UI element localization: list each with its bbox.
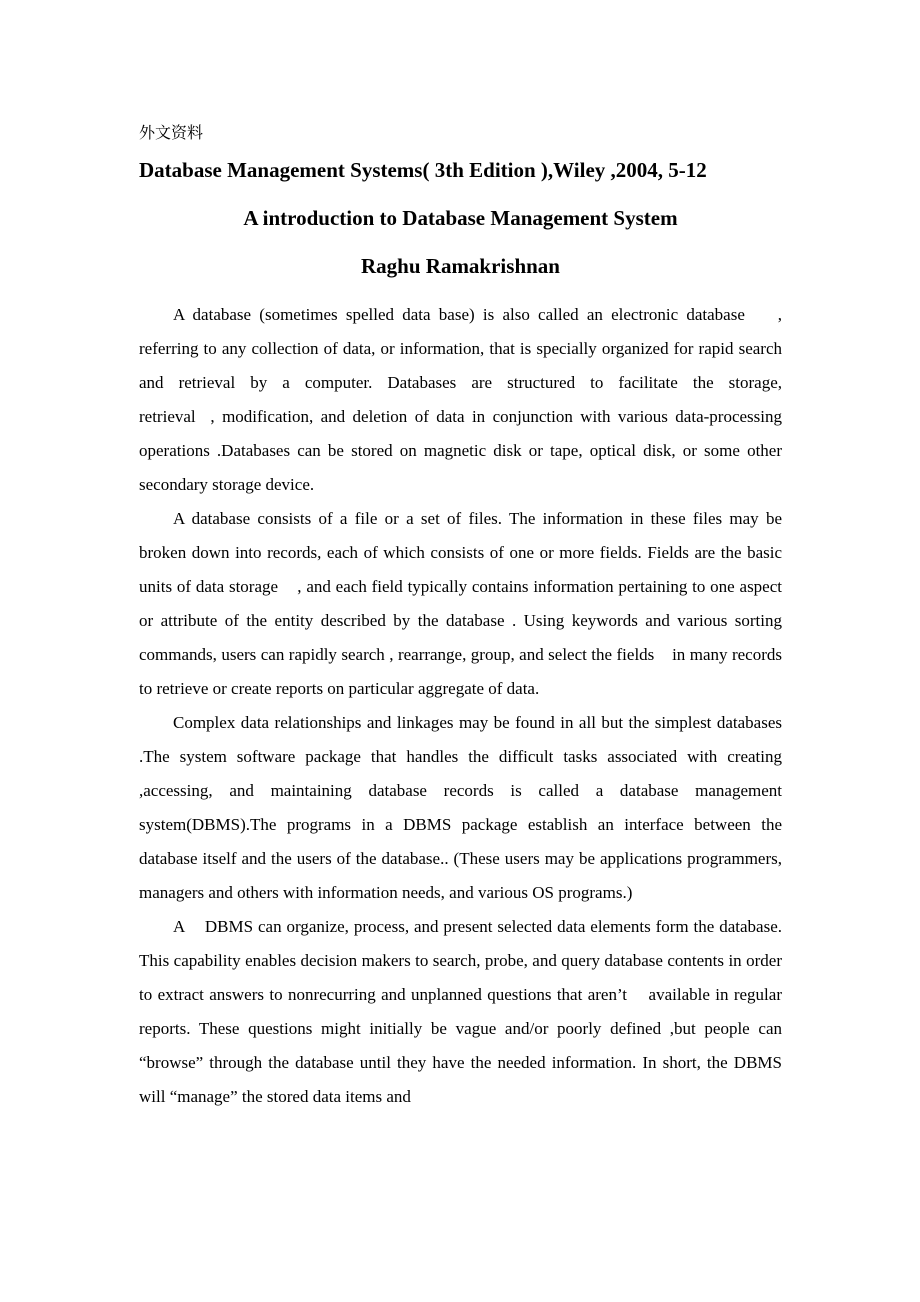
paragraph-3: Complex data relationships and linkages may be found in all but the simplest databases .The system software package that handles the difficult tasks associated with creating ,accessing, and maintaining database records is called a database management system(DBMS).The programs in a DBMS package establish an interface between the database itself and the users of the database.. (These users may be applications programmers, managers and others with information needs, and various OS programs.) — [139, 713, 782, 902]
document-label: 外文资料 — [139, 125, 204, 142]
author-name: Raghu Ramakrishnan — [361, 254, 560, 278]
paragraph-2: A database consists of a file or a set of files. The information in these files may be broken down into records, each of which consists of one or more fields. Fields are the basic units of data storage , and each field typically contains information pertaining to one aspect or attribute of the entity described by the database . Using keywords and various sorting commands, users can rapidly search , rearrange, group, and select the fields in many records to retrieve or create reports on particular aggregate of data. — [139, 509, 782, 698]
article-body — [139, 298, 782, 1114]
source-citation: Database Management Systems( 3th Edition ),Wiley ,2004, 5-12 — [139, 158, 707, 182]
document-page — [139, 122, 782, 1114]
paragraph-1: A database (sometimes spelled data base) is also called an electronic database , referring to any collection of data, or information, that is specially organized for rapid search and retrieval by a computer. Databases are structured to facilitate the storage, retrieval , modification, and deletion of data in conjunction with various data-processing operations .Databases can be stored on magnetic disk or tape, optical disk, or some other secondary storage device. — [139, 305, 782, 494]
article-title: A introduction to Database Management System — [243, 206, 678, 230]
paragraph-4: A DBMS can organize, process, and present selected data elements form the database. This capability enables decision makers to search, probe, and query database contents in order to extract answers to nonrecurring and unplanned questions that aren’t available in regular reports. These questions might initially be vague and/or poorly defined ,but people can “browse” through the database until they have the needed information. In short, the DBMS will “manage” the stored data items and — [139, 917, 782, 1106]
